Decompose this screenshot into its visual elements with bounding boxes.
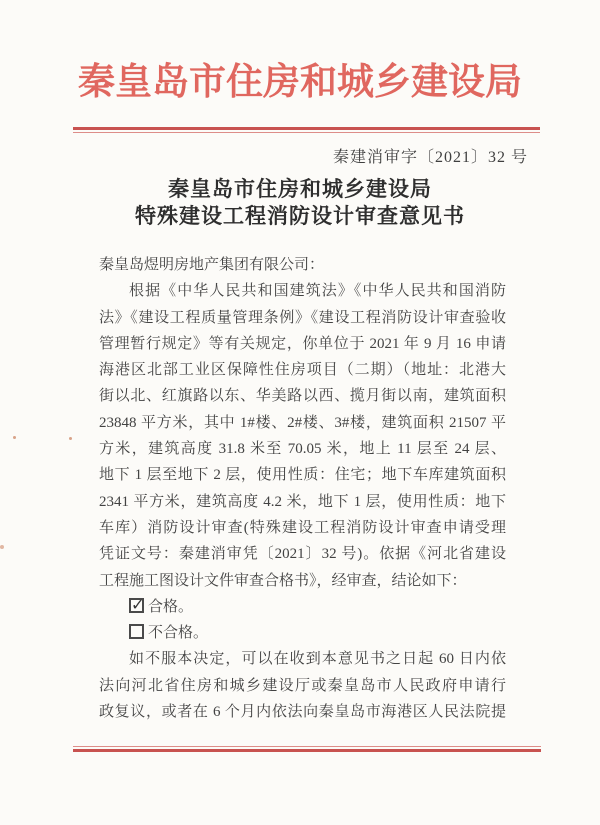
body-line: 方米，建筑高度 31.8 米至 70.05 米，地上 11 层至 24 层、 — [99, 441, 506, 458]
document-body — [99, 252, 506, 725]
body-line: 根据《中华人民共和国建筑法》《中华人民共和国消防 — [129, 283, 506, 300]
body-line-conclusion-intro: 工程施工图设计文件审查合格书》，经审查，结论如下： — [99, 572, 467, 589]
body-line-salutation: 秦皇岛煜明房地产集团有限公司： — [99, 257, 325, 273]
letterhead-agency-name: 秦皇岛市住房和城乡建设局 — [78, 62, 522, 103]
body-line: 23848 平方米，其中 1#楼、2#楼、3#楼，建筑面积 21507 平 — [99, 414, 506, 431]
checkmark-icon: ✓ — [131, 594, 145, 614]
body-line: 凭证文号：秦建消审凭〔2021〕32 号)。依据《河北省建设 — [99, 546, 506, 563]
body-line: 法》《建设工程质量管理条例》《建设工程消防设计审查验收 — [99, 309, 506, 326]
body-line: 地下 1 层至地下 2 层，使用性质：住宅；地下车库建筑面积 — [99, 467, 506, 484]
document-title-line1: 秦皇岛市住房和城乡建设局 — [168, 177, 432, 201]
conclusion-option-pass-label: 合格。 — [148, 598, 194, 615]
document-title — [0, 176, 600, 230]
scan-artifact-speck — [13, 436, 16, 439]
body-line: 海港区北部工业区保障性住房项目（二期）（地址：北港大 — [99, 362, 506, 379]
document-number: 秦建消审字〔2021〕32 号 — [332, 149, 528, 166]
body-line: 如不服本决定，可以在收到本意见书之日起 60 日内依 — [129, 651, 506, 668]
checked-checkbox-icon — [129, 594, 145, 614]
scan-artifact-speck — [69, 437, 72, 440]
letterhead-divider-rule — [73, 127, 540, 133]
document-title-line2: 特殊建设工程消防设计审查意见书 — [135, 204, 465, 228]
conclusion-option-fail — [99, 620, 506, 646]
body-line: 管理暂行规定》等有关规定，你单位于 2021 年 9 月 16 申请 — [99, 335, 506, 352]
empty-checkbox-icon — [129, 624, 144, 639]
page-footer-rule — [73, 746, 541, 752]
body-line: 街以北、红旗路以东、华美路以西、揽月街以南，建筑面积 — [99, 388, 506, 405]
conclusion-option-fail-label: 不合格。 — [148, 625, 209, 642]
body-line: 政复议，或者在 6 个月内依法向秦皇岛市海港区人民法院提 — [99, 704, 506, 721]
rule-thick-line — [73, 749, 541, 752]
rule-thin-line — [73, 132, 540, 133]
conclusion-option-pass — [99, 594, 506, 620]
scan-artifact-speck — [0, 545, 4, 549]
body-line: 2341 平方米，建筑高度 4.2 米，地下 1 层，使用性质：地下 — [99, 493, 506, 510]
body-line: 车库）消防设计审查(特殊建设工程消防设计审查申请受理 — [99, 519, 506, 536]
body-line: 法向河北省住房和城乡建设厅或秦皇岛市人民政府申请行 — [99, 677, 506, 694]
